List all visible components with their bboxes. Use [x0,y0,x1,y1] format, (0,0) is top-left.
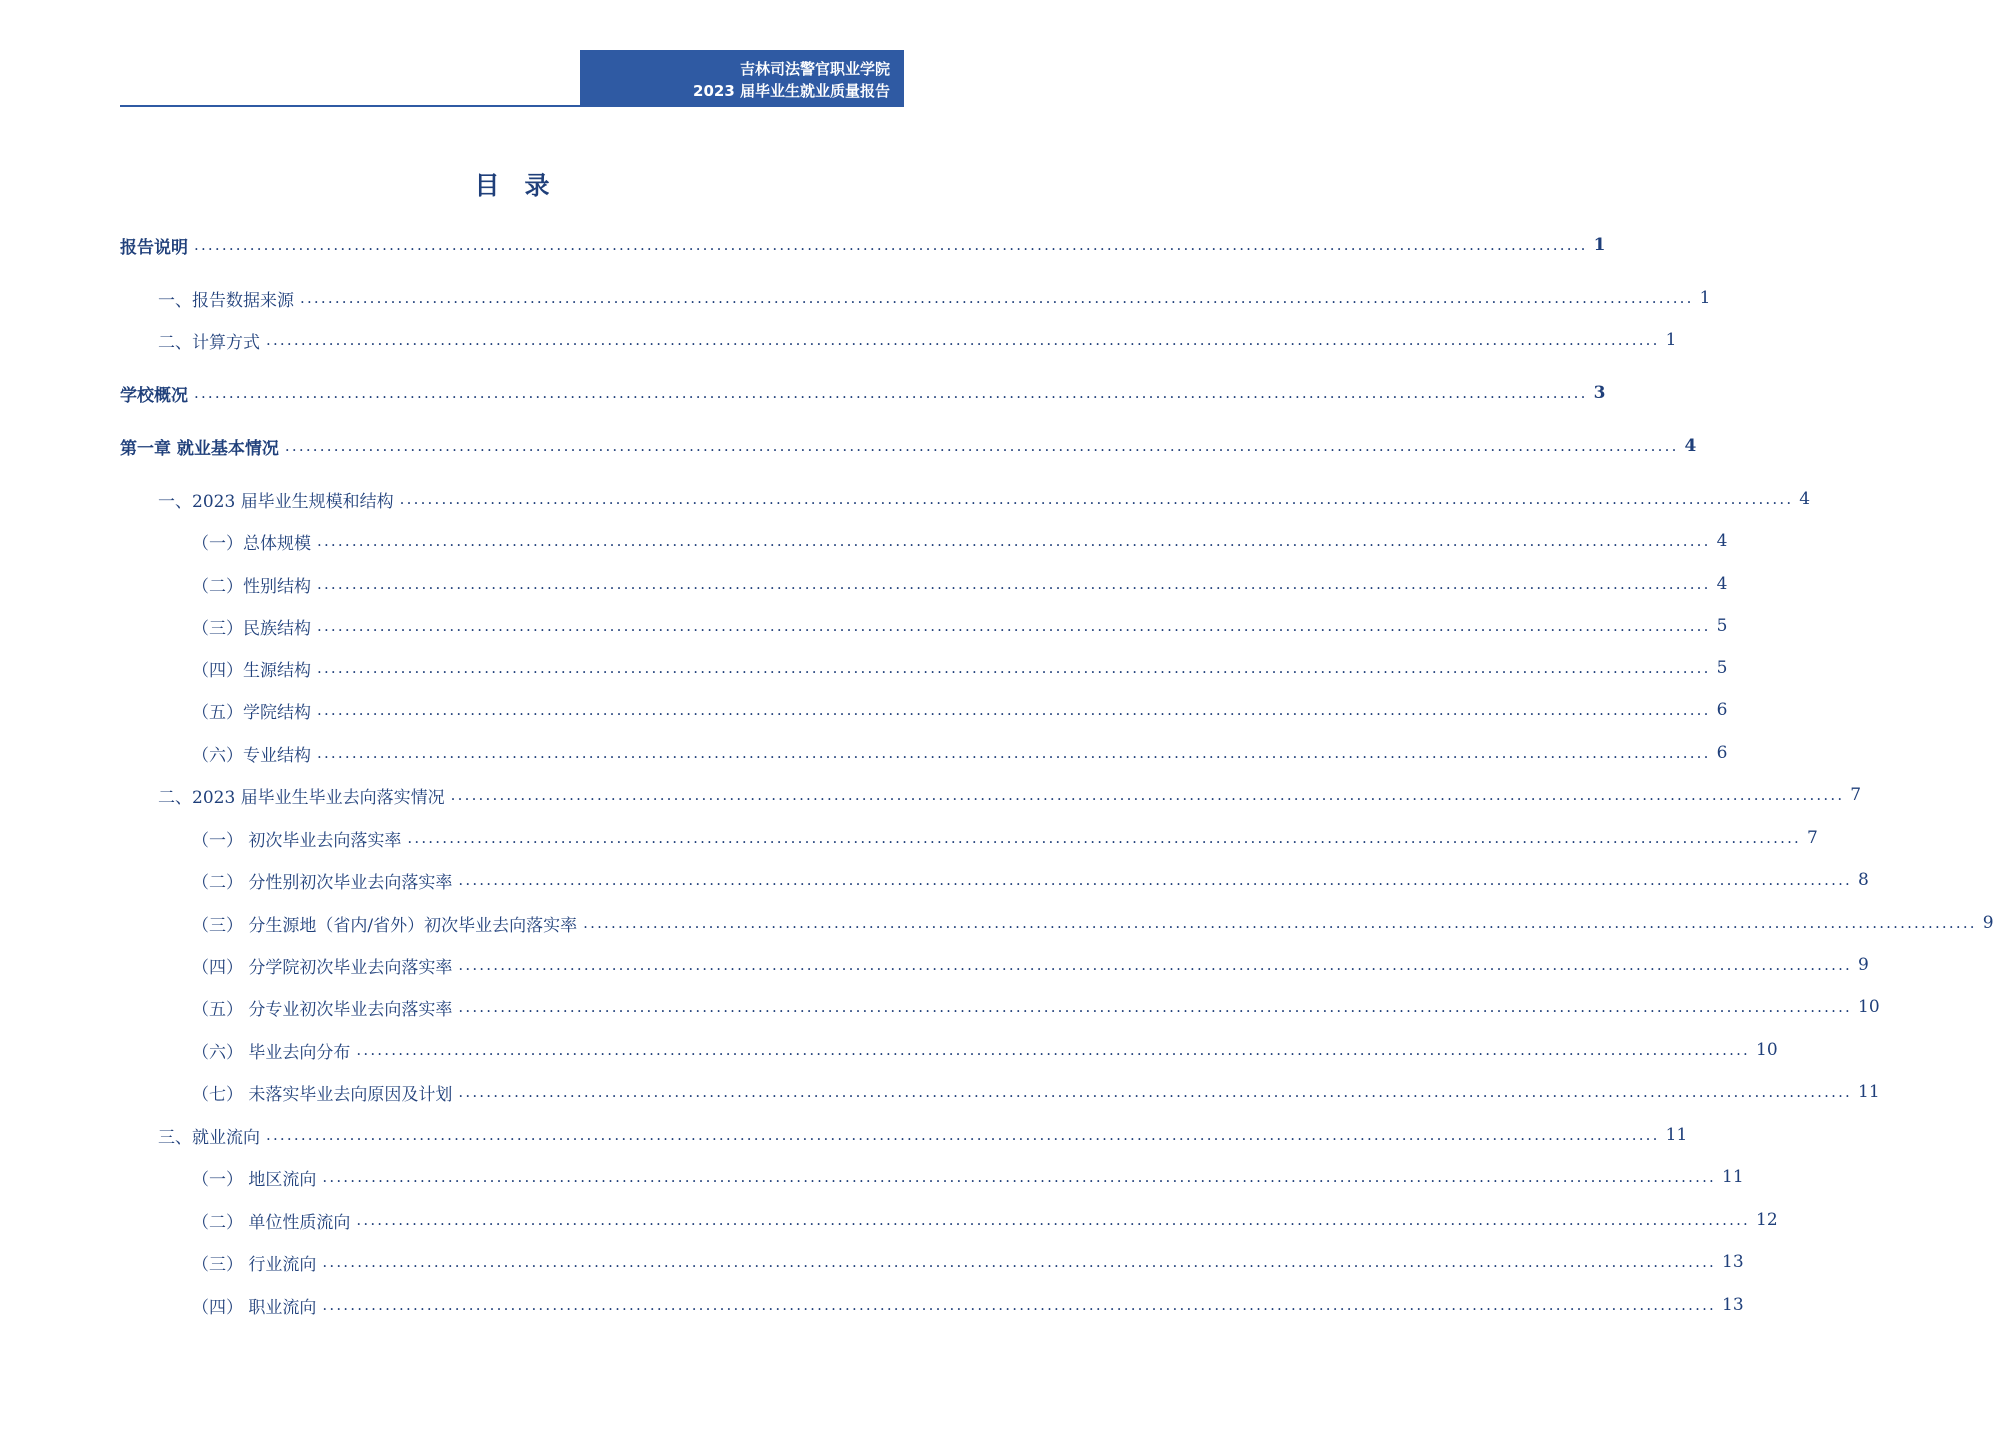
toc-entry[interactable] [158,327,1677,353]
toc-entry[interactable] [192,1207,1778,1233]
toc-dot-leader: ........................................................................................................................................................................................................ [450,786,1845,804]
toc-entry[interactable] [192,825,1818,851]
toc-entry[interactable] [192,655,1728,681]
toc-dot-leader: ........................................................................................................................................................................................................ [322,1168,1717,1186]
toc-dot-leader: ........................................................................................................................................................................................................ [458,1083,1853,1101]
toc-entry-label: 第一章 就业基本情况 [120,438,279,459]
toc-entry-page-number: 4 [1716,531,1728,551]
toc-entry[interactable] [192,952,1869,978]
toc-dot-leader: ........................................................................................................................................................................................................ [322,1296,1717,1314]
toc-entry[interactable] [192,910,1994,936]
toc-entry-label: （七） 未落实毕业去向原因及计划 [192,1084,453,1105]
toc-dot-leader: ........................................................................................................................................................................................................ [356,1211,1751,1229]
toc-entry[interactable] [192,740,1728,766]
toc-entry-label: （一） 地区流向 [192,1169,317,1190]
toc-entry-page-number: 13 [1722,1252,1744,1272]
toc-entry-label: （一）总体规模 [192,533,311,554]
toc-entry-page-number: 10 [1756,1040,1778,1060]
toc-entry-label: （四） 分学院初次毕业去向落实率 [192,957,453,978]
header-school-name: 吉林司法警官职业学院 [739,60,890,78]
toc-entry[interactable] [158,1122,1688,1148]
toc-entry[interactable] [192,1079,1880,1105]
page-title: 目录 [474,171,575,200]
toc-entry-label: （一） 初次毕业去向落实率 [192,830,402,851]
toc-entry[interactable] [192,528,1728,554]
toc-entry-label: 二、计算方式 [158,332,260,353]
toc-dot-leader: ........................................................................................................................................................................................................ [458,871,1853,889]
toc-entry-label: 学校概况 [120,385,188,406]
toc-entry-page-number: 5 [1716,658,1728,678]
toc-entry-page-number: 4 [1799,489,1811,509]
toc-dot-leader: ........................................................................................................................................................................................................ [284,437,1679,455]
toc-dot-leader: ........................................................................................................................................................................................................ [356,1041,1751,1059]
toc-entry[interactable] [192,994,1880,1020]
toc-entry-page-number: 4 [1716,574,1728,594]
toc-entry[interactable] [192,1249,1744,1275]
toc-entry-label: （二） 分性别初次毕业去向落实率 [192,872,453,893]
toc-entry[interactable] [192,867,1869,893]
toc-entry[interactable] [120,232,1606,258]
toc-entry-page-number: 9 [1982,913,1994,933]
toc-entry-page-number: 1 [1593,235,1606,255]
toc-entry-page-number: 9 [1858,955,1869,975]
toc-dot-leader: ........................................................................................................................................................................................................ [266,331,1660,349]
toc-entry[interactable] [120,380,1606,406]
toc-entry-label: 三、就业流向 [158,1127,260,1148]
toc-entry-label: （三）民族结构 [192,618,311,639]
toc-dot-leader: ........................................................................................................................................................................................................ [317,701,1711,719]
toc-entry-label: 报告说明 [120,237,188,258]
toc-entry[interactable] [192,697,1728,723]
toc-entry-label: （二）性别结构 [192,576,311,597]
toc-dot-leader: ........................................................................................................................................................................................................ [317,744,1711,762]
toc-entry[interactable] [120,433,1697,459]
toc-dot-leader: ........................................................................................................................................................................................................ [194,384,1588,402]
toc-entry-page-number: 11 [1858,1082,1880,1102]
toc-entry[interactable] [158,486,1811,512]
toc-entry-label: （五） 分专业初次毕业去向落实率 [192,999,453,1020]
toc-dot-leader: ........................................................................................................................................................................................................ [317,532,1711,550]
toc-dot-leader: ........................................................................................................................................................................................................ [322,1253,1717,1271]
toc-entry-page-number: 6 [1716,700,1728,720]
toc-entry-page-number: 13 [1722,1295,1744,1315]
toc-dot-leader: ........................................................................................................................................................................................................ [458,998,1853,1016]
toc-entry-page-number: 5 [1716,616,1728,636]
toc-entry-page-number: 7 [1850,785,1862,805]
toc-entry-label: 一、报告数据来源 [158,290,294,311]
toc-dot-leader: ........................................................................................................................................................................................................ [407,829,1802,847]
toc-entry[interactable] [192,613,1728,639]
toc-entry-page-number: 11 [1722,1167,1744,1187]
toc-entry[interactable] [158,782,1862,808]
toc-entry-page-number: 10 [1858,997,1880,1017]
toc-entry-page-number: 4 [1684,436,1697,456]
toc-dot-leader: ........................................................................................................................................................................................................ [266,1126,1660,1144]
toc-entry-label: （六） 毕业去向分布 [192,1042,351,1063]
toc-entry-label: （五）学院结构 [192,702,311,723]
toc-dot-leader: ........................................................................................................................................................................................................ [317,659,1711,677]
toc-entry-page-number: 12 [1756,1210,1778,1230]
toc-entry-page-number: 7 [1807,828,1818,848]
toc-entry[interactable] [158,285,1711,311]
toc-entry-page-number: 8 [1858,870,1869,890]
toc-entry-page-number: 11 [1665,1125,1688,1145]
toc-entry[interactable] [192,571,1728,597]
toc-entry-label: （三） 行业流向 [192,1254,317,1275]
toc-entry-label: （六）专业结构 [192,745,311,766]
toc-entry-page-number: 3 [1593,383,1606,403]
toc-dot-leader: ........................................................................................................................................................................................................ [458,956,1853,974]
toc-dot-leader: ........................................................................................................................................................................................................ [583,914,1977,932]
toc-entry[interactable] [192,1292,1744,1318]
toc-entry-label: 二、2023 届毕业生毕业去向落实情况 [158,787,445,808]
toc-dot-leader: ........................................................................................................................................................................................................ [300,289,1694,307]
toc-entry-label: 一、2023 届毕业生规模和结构 [158,491,394,512]
toc-entry-page-number: 1 [1699,288,1711,308]
toc-entry-label: （三） 分生源地（省内/省外）初次毕业去向落实率 [192,915,578,936]
toc-entry[interactable] [192,1037,1778,1063]
toc-entry-label: （二） 单位性质流向 [192,1212,351,1233]
toc-entry-label: （四） 职业流向 [192,1297,317,1318]
toc-entry-page-number: 6 [1716,743,1728,763]
toc-dot-leader: ........................................................................................................................................................................................................ [317,575,1711,593]
toc-entry-label: （四）生源结构 [192,660,311,681]
toc-dot-leader: ........................................................................................................................................................................................................ [194,236,1588,254]
toc-dot-leader: ........................................................................................................................................................................................................ [399,490,1794,508]
toc-dot-leader: ........................................................................................................................................................................................................ [317,617,1711,635]
toc-entry[interactable] [192,1164,1744,1190]
toc-entry-page-number: 1 [1665,330,1677,350]
header-report-name: 2023 届毕业生就业质量报告 [693,82,890,100]
